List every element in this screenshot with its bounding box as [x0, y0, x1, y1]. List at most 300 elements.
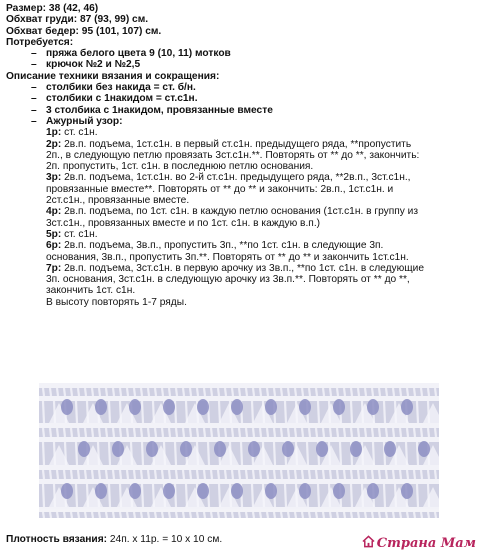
- stitch-strand: [232, 512, 233, 518]
- stitch-strand: [141, 428, 142, 437]
- stitch-strand: [109, 401, 110, 423]
- dash-bullet: –: [31, 48, 37, 60]
- stitch-strand: [99, 388, 100, 396]
- stitch-strand: [99, 428, 100, 437]
- stitch-strand: [225, 388, 226, 396]
- row-continuation: 3п. основания, 3ст.с1н. в следующую арочку из 3в.п.**. Повторять от ** до **,: [46, 274, 410, 286]
- stitch-strand: [323, 428, 324, 437]
- stitch-strand: [176, 388, 177, 396]
- stitch-strand: [43, 512, 44, 518]
- size-line: Размер: 38 (42, 46): [6, 3, 99, 14]
- stitch-strand: [417, 401, 418, 423]
- stitch-strand: [274, 470, 275, 479]
- stitch-strand: [365, 470, 366, 479]
- required-title: Потребуется:: [6, 36, 74, 48]
- stitch-strand: [365, 428, 366, 437]
- stitch-strand: [246, 470, 247, 479]
- stitch-strand: [71, 428, 72, 437]
- stitch-strand: [337, 388, 338, 396]
- mesh-hole: [129, 483, 141, 499]
- list-item: – пряжа белого цвета 9 (10, 11) мотков: [31, 48, 231, 60]
- mesh-hole: [282, 441, 294, 457]
- stitch-strand: [428, 470, 429, 479]
- stitch-strand: [400, 428, 401, 437]
- stitch-strand: [225, 428, 226, 437]
- dash-bullet: –: [31, 115, 37, 127]
- stitch-strand: [239, 388, 240, 396]
- stitch-strand: [76, 442, 77, 465]
- stitch-strand: [162, 512, 163, 518]
- stitch-strand: [57, 428, 58, 437]
- stitch-strand: [295, 470, 296, 479]
- row-instruction: 1р: ст. с1н.: [46, 127, 98, 139]
- dash-bullet: –: [31, 59, 37, 71]
- dash-bullet: –: [31, 104, 37, 116]
- stitch-strand: [288, 388, 289, 396]
- stitch-strand: [253, 470, 254, 479]
- stitch-strand: [393, 388, 394, 396]
- stitch-strand: [351, 401, 352, 423]
- stitch-strand: [141, 512, 142, 518]
- stitch-strand: [211, 388, 212, 396]
- stitch-strand: [204, 388, 205, 396]
- stitch-strand: [337, 470, 338, 479]
- stitch-strand: [148, 428, 149, 437]
- stitch-strand: [239, 512, 240, 518]
- stitch-strand: [162, 470, 163, 479]
- stitch-strand: [85, 388, 86, 396]
- stitch-strand: [78, 512, 79, 518]
- stitch-strand: [211, 512, 212, 518]
- stitch-strand: [76, 401, 77, 423]
- stitch-strand: [43, 428, 44, 437]
- stitch-strand: [252, 401, 253, 423]
- stitch-strand: [57, 388, 58, 396]
- stitch-strand: [435, 470, 436, 479]
- stitch-strand: [64, 388, 65, 396]
- stitch-strand: [120, 470, 121, 479]
- stitch-strand: [288, 470, 289, 479]
- stitch-strand: [400, 512, 401, 518]
- stitch-strand: [428, 388, 429, 396]
- row-continuation: 2ст.с1н., провязанные вместе.: [46, 195, 190, 207]
- stitch-strand: [330, 388, 331, 396]
- stitch-strand: [417, 484, 418, 507]
- stitch-strand: [169, 470, 170, 479]
- stitch-strand: [309, 512, 310, 518]
- stitch-strand: [384, 401, 385, 423]
- stitch-strand: [155, 512, 156, 518]
- stitch-strand: [309, 388, 310, 396]
- site-watermark: Страна Мам: [362, 535, 476, 551]
- stitch-strand: [358, 388, 359, 396]
- repeat-note: В высоту повторять 1-7 ряды.: [46, 296, 187, 308]
- stitch-strand: [372, 428, 373, 437]
- stitch-strand: [435, 512, 436, 518]
- stitch-strand: [120, 428, 121, 437]
- stitch-strand: [386, 388, 387, 396]
- stitch-strand: [76, 484, 77, 507]
- mesh-hole: [333, 399, 345, 415]
- stitch-strand: [218, 428, 219, 437]
- stitch-strand: [155, 428, 156, 437]
- mesh-hole: [350, 441, 362, 457]
- stitch-strand: [285, 401, 286, 423]
- stitch-strand: [252, 484, 253, 507]
- stitch-strand: [393, 512, 394, 518]
- stitch-strand: [50, 470, 51, 479]
- stitch-strand: [155, 388, 156, 396]
- stitch-strand: [99, 470, 100, 479]
- row-instruction: 2р: 2в.п. подъема, 1ст.с1н. в первый ст.с1н. предыдущего ряда, **пропустить: [46, 138, 412, 150]
- stitch-strand: [241, 442, 242, 465]
- stitch-strand: [219, 401, 220, 423]
- stitch-strand: [204, 428, 205, 437]
- stitch-strand: [337, 428, 338, 437]
- stitch-strand: [64, 512, 65, 518]
- stitch-strand: [386, 470, 387, 479]
- stitch-strand: [435, 388, 436, 396]
- stitch-strand: [106, 470, 107, 479]
- stitch-strand: [197, 512, 198, 518]
- stitch-strand: [85, 512, 86, 518]
- stitch-strand: [176, 470, 177, 479]
- stitch-strand: [85, 470, 86, 479]
- stitch-strand: [379, 428, 380, 437]
- stitch-strand: [208, 442, 209, 465]
- stitch-strand: [141, 388, 142, 396]
- stitch-strand: [232, 388, 233, 396]
- stitch-strand: [260, 512, 261, 518]
- stitch-strand: [169, 428, 170, 437]
- stitch-strand: [169, 388, 170, 396]
- row-instruction: 7р: 2в.п. подъема, 3ст.с1н. в первую арочку из 3в.п., **по 1ст. с1н. в следующие: [46, 262, 425, 274]
- mesh-hole: [197, 399, 209, 415]
- stitch-strand: [211, 428, 212, 437]
- stitch-strand: [134, 512, 135, 518]
- stitch-strand: [50, 388, 51, 396]
- stitch-strand: [316, 512, 317, 518]
- stitch-strand: [260, 388, 261, 396]
- stitch-strand: [344, 428, 345, 437]
- stitch-strand: [183, 388, 184, 396]
- mesh-hole: [95, 483, 107, 499]
- stitch-strand: [204, 470, 205, 479]
- mesh-hole: [299, 483, 311, 499]
- stitch-strand: [232, 470, 233, 479]
- stitch-strand: [351, 484, 352, 507]
- stitch-strand: [323, 470, 324, 479]
- stitch-strand: [340, 442, 341, 465]
- stitch-strand: [176, 512, 177, 518]
- stitch-strand: [120, 388, 121, 396]
- stitch-strand: [330, 428, 331, 437]
- stitch-strand: [379, 512, 380, 518]
- stitch-strand: [351, 512, 352, 518]
- mesh-hole: [248, 441, 260, 457]
- stitch-strand: [120, 512, 121, 518]
- mesh-hole: [333, 483, 345, 499]
- stitch-strand: [358, 428, 359, 437]
- stitch-strand: [307, 442, 308, 465]
- stitch-strand: [267, 388, 268, 396]
- stitch-strand: [127, 388, 128, 396]
- row-continuation: 3ст.с1н., провязанных вместе и по 1ст. с1н. в каждую в.п.): [46, 217, 321, 229]
- stitch-strand: [148, 470, 149, 479]
- stitch-strand: [232, 428, 233, 437]
- stitch-strand: [414, 512, 415, 518]
- stitch-strand: [302, 470, 303, 479]
- materials-list: [6, 48, 480, 71]
- stitch-strand: [162, 428, 163, 437]
- mesh-hole: [180, 441, 192, 457]
- stitch-strand: [43, 484, 44, 507]
- stitch-strand: [127, 470, 128, 479]
- stitch-strand: [204, 512, 205, 518]
- stitch-strand: [50, 428, 51, 437]
- mesh-hole: [197, 483, 209, 499]
- stitch-strand: [64, 470, 65, 479]
- stitch-strand: [109, 484, 110, 507]
- row-instruction: 5р: ст. с1н.: [46, 228, 98, 240]
- stitch-strand: [218, 512, 219, 518]
- stitch-strand: [134, 388, 135, 396]
- stitch-strand: [190, 470, 191, 479]
- stitch-strand: [414, 428, 415, 437]
- stitch-strand: [113, 512, 114, 518]
- stitch-strand: [407, 512, 408, 518]
- stitch-strand: [246, 512, 247, 518]
- stitch-strand: [99, 512, 100, 518]
- stitch-strand: [309, 428, 310, 437]
- stitch-strand: [142, 484, 143, 507]
- mesh-hole: [367, 399, 379, 415]
- mesh-hole: [61, 399, 73, 415]
- stitch-strand: [183, 428, 184, 437]
- stitch-strand: [43, 388, 44, 396]
- stitch-strand: [414, 470, 415, 479]
- stitch-strand: [197, 388, 198, 396]
- mesh-hole: [418, 441, 430, 457]
- stitch-strand: [64, 428, 65, 437]
- stitch-strand: [225, 512, 226, 518]
- row-continuation: закончить 1ст. с1н.: [46, 285, 136, 297]
- stitch-strand: [318, 484, 319, 507]
- stitch-strand: [421, 428, 422, 437]
- hips-line: Обхват бедер: 95 (101, 107) см.: [6, 25, 162, 37]
- list-item: – столбики без накида = ст. б/н.: [31, 82, 196, 94]
- stitch-strand: [421, 470, 422, 479]
- row-continuation: 2п. пропустить, 1ст. с1н. в последнюю петлю основания.: [46, 161, 314, 173]
- stitch-strand: [183, 470, 184, 479]
- stitch-strand: [386, 428, 387, 437]
- stitch-strand: [295, 512, 296, 518]
- stitch-strand: [211, 470, 212, 479]
- mesh-hole: [265, 483, 277, 499]
- stitch-strand: [197, 428, 198, 437]
- technique-title: Описание техники вязания и сокращения:: [6, 70, 220, 82]
- stitch-strand: [239, 428, 240, 437]
- stitch-strand: [302, 512, 303, 518]
- list-item: – столбики с 1накидом = ст.с1н.: [31, 93, 198, 105]
- stitch-strand: [127, 512, 128, 518]
- stitch-strand: [288, 428, 289, 437]
- mesh-hole: [129, 399, 141, 415]
- stitch-strand: [407, 470, 408, 479]
- stitch-strand: [295, 428, 296, 437]
- stitch-strand: [384, 484, 385, 507]
- stitch-strand: [106, 388, 107, 396]
- stitch-strand: [141, 470, 142, 479]
- stitch-strand: [386, 512, 387, 518]
- stitch-strand: [162, 388, 163, 396]
- stitch-strand: [78, 428, 79, 437]
- dash-bullet: –: [31, 82, 37, 94]
- stitch-strand: [428, 428, 429, 437]
- stitch-strand: [218, 388, 219, 396]
- mesh-hole: [146, 441, 158, 457]
- stitch-strand: [106, 512, 107, 518]
- stitch-strand: [330, 512, 331, 518]
- stitch-strand: [417, 442, 418, 465]
- stitch-strand: [57, 512, 58, 518]
- mesh-hole: [265, 399, 277, 415]
- stitch-strand: [175, 442, 176, 465]
- stitch-strand: [239, 470, 240, 479]
- stitch-strand: [190, 428, 191, 437]
- stitch-strand: [358, 470, 359, 479]
- stitch-strand: [142, 401, 143, 423]
- mesh-hole: [78, 441, 90, 457]
- mesh-hole: [231, 399, 243, 415]
- stitch-strand: [246, 428, 247, 437]
- mesh-hole: [231, 483, 243, 499]
- stitch-strand: [253, 388, 254, 396]
- stitch-strand: [92, 388, 93, 396]
- stitch-strand: [43, 442, 44, 465]
- stitch-strand: [106, 428, 107, 437]
- stitch-strand: [113, 470, 114, 479]
- stitch-strand: [71, 470, 72, 479]
- stitch-strand: [175, 401, 176, 423]
- stitch-strand: [169, 512, 170, 518]
- stitch-strand: [113, 388, 114, 396]
- stitch-strand: [379, 388, 380, 396]
- stitch-strand: [421, 512, 422, 518]
- house-logo-icon: [362, 535, 375, 548]
- stitch-strand: [323, 512, 324, 518]
- stitch-strand: [92, 512, 93, 518]
- stitch-strand: [148, 512, 149, 518]
- row-instruction: 3р: 2в.п. подъема, 1ст.с1н. во 2-й ст.с1н. предыдущего ряда, **2в.п., 3ст.с1н.,: [46, 172, 411, 184]
- row-continuation: 2п., в следующую петлю провязать 3ст.с1н.**. Повторять от ** до **, закончить:: [46, 149, 420, 161]
- stitch-strand: [407, 388, 408, 396]
- stitch-strand: [365, 512, 366, 518]
- mesh-hole: [299, 399, 311, 415]
- stitch-strand: [71, 388, 72, 396]
- stitch-strand: [260, 470, 261, 479]
- stitch-strand: [57, 470, 58, 479]
- stitch-strand: [309, 470, 310, 479]
- stitch-strand: [113, 428, 114, 437]
- stitch-strand: [218, 470, 219, 479]
- stitch-strand: [281, 388, 282, 396]
- stitch-strand: [330, 470, 331, 479]
- stitch-strand: [109, 442, 110, 465]
- stitch-strand: [92, 470, 93, 479]
- row-continuation: основания, 3в.п., пропустить 3п.**. Повторять от ** до ** и закончить 1ст.с1н.: [46, 251, 409, 263]
- mesh-hole: [214, 441, 226, 457]
- stitch-strand: [176, 428, 177, 437]
- mesh-hole: [401, 483, 413, 499]
- stitch-strand: [372, 388, 373, 396]
- stitch-strand: [428, 512, 429, 518]
- row-instruction: 6р: 2в.п. подъема, 3в.п., пропустить 3п., **по 1ст. с1н. в следующие 3п.: [46, 240, 384, 252]
- abbreviations-list: [6, 82, 480, 127]
- pattern-rows: [6, 127, 480, 308]
- stitch-strand: [351, 388, 352, 396]
- stitch-strand: [351, 428, 352, 437]
- stitch-strand: [71, 512, 72, 518]
- stitch-strand: [274, 388, 275, 396]
- stitch-strand: [435, 428, 436, 437]
- mesh-hole: [112, 441, 124, 457]
- stitch-strand: [337, 512, 338, 518]
- list-item: – 3 столбика с 1накидом, провязанные вместе: [31, 104, 273, 116]
- stitch-strand: [414, 388, 415, 396]
- stitch-strand: [274, 428, 275, 437]
- stitch-strand: [344, 512, 345, 518]
- stitch-strand: [246, 388, 247, 396]
- stitch-strand: [288, 512, 289, 518]
- stitch-strand: [219, 484, 220, 507]
- stitch-strand: [155, 470, 156, 479]
- stitch-strand: [281, 428, 282, 437]
- stitch-strand: [134, 428, 135, 437]
- stitch-strand: [316, 388, 317, 396]
- mesh-hole: [367, 483, 379, 499]
- gauge-line: Плотность вязания: 24п. х 11р. = 10 х 10 см.: [6, 534, 223, 545]
- list-item: – крючок №2 и №2,5: [31, 59, 141, 71]
- stitch-strand: [183, 512, 184, 518]
- list-item: – Ажурный узор:: [31, 115, 123, 127]
- stitch-strand: [281, 470, 282, 479]
- stitch-strand: [92, 428, 93, 437]
- stitch-strand: [197, 470, 198, 479]
- chest-line: Обхват груди: 87 (93, 99) см.: [6, 14, 149, 26]
- stitch-strand: [358, 512, 359, 518]
- stitch-strand: [267, 470, 268, 479]
- stitch-strand: [253, 512, 254, 518]
- stitch-strand: [302, 428, 303, 437]
- stitch-strand: [253, 428, 254, 437]
- stitch-strand: [78, 388, 79, 396]
- stitch-strand: [400, 470, 401, 479]
- stitch-strand: [400, 388, 401, 396]
- stitch-strand: [365, 388, 366, 396]
- dash-bullet: –: [31, 93, 37, 105]
- lace-swatch-photo: [39, 383, 439, 518]
- stitch-strand: [407, 428, 408, 437]
- stitch-strand: [351, 470, 352, 479]
- stitch-strand: [274, 442, 275, 465]
- lace-pattern-image: [39, 383, 439, 518]
- stitch-strand: [285, 484, 286, 507]
- mesh-hole: [163, 399, 175, 415]
- stitch-strand: [323, 388, 324, 396]
- mesh-hole: [316, 441, 328, 457]
- stitch-strand: [190, 512, 191, 518]
